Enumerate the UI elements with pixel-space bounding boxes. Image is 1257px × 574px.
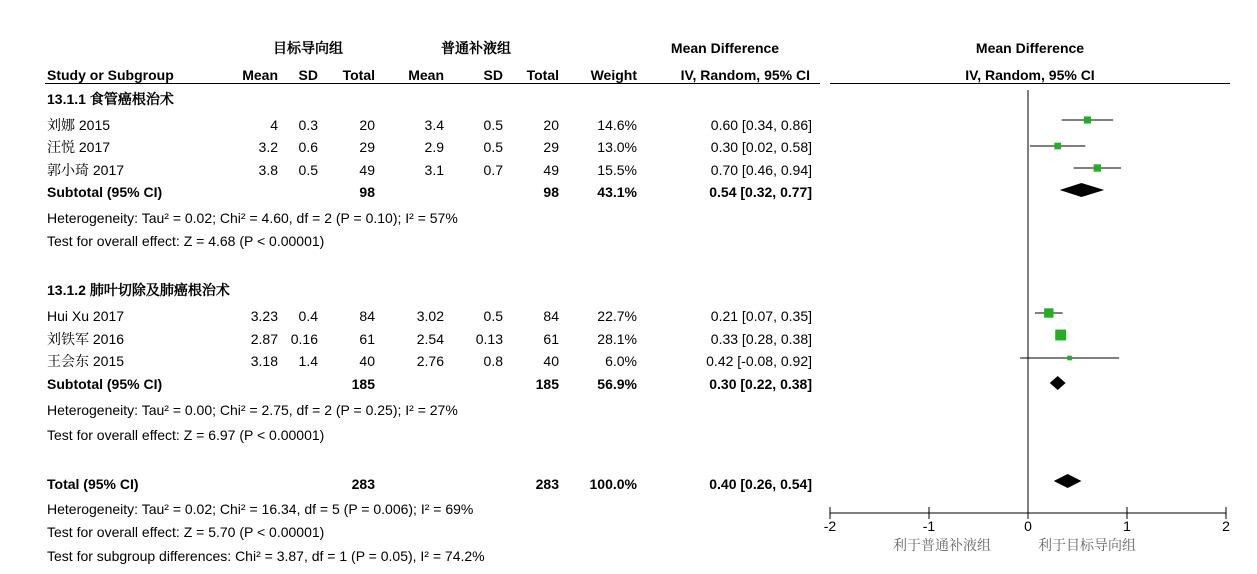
md-subtitle: IV, Random, 95% CI [680,67,810,83]
x-tick-label: 0 [1024,518,1032,534]
study-total2: 40 [543,353,559,369]
subgroup-difference-text: Test for subgroup differences: Chi² = 3.87, df = 1 (P = 0.05), I² = 74.2% [47,548,485,564]
study-name: 王会东 2015 [47,353,125,369]
col-mean1: Mean [242,67,278,83]
study-sd2: 0.5 [483,117,503,133]
plot-title: Mean Difference [975,40,1085,56]
study-name: 刘娜 2015 [47,117,111,133]
study-name: 汪悦 2017 [47,139,111,155]
study-mean2: 2.54 [416,331,444,347]
study-sd1: 1.4 [298,353,318,369]
study-mean1: 3.2 [258,139,278,155]
study-weight: 22.7% [597,308,637,324]
study-marker [1084,116,1091,123]
total-ci: 0.40 [0.26, 0.54] [709,476,812,492]
pooled-diamond [1054,474,1082,488]
favours-right-label: 利于目标导向组 [1038,537,1136,553]
study-ci: 0.21 [0.07, 0.35] [710,308,812,324]
study-marker [1044,308,1053,317]
study-total2: 29 [543,139,559,155]
study-total1: 84 [359,308,375,324]
study-sd1: 0.4 [298,308,318,324]
study-mean1: 3.18 [250,353,278,369]
subtotal-ci: 0.30 [0.22, 0.38] [709,376,812,392]
study-ci: 0.60 [0.34, 0.86] [710,117,812,133]
study-ci: 0.42 [-0.08, 0.92] [706,353,812,369]
x-tick-label: -1 [922,518,936,534]
total-total1: 283 [351,476,375,492]
study-sd1: 0.6 [298,139,318,155]
subtotal-weight: 43.1% [597,184,637,200]
col-total2: Total [526,67,559,83]
study-sd2: 0.5 [483,308,503,324]
study-mean1: 3.8 [258,162,278,178]
subtotal-weight: 56.9% [597,376,637,392]
x-tick-label: 1 [1123,518,1131,534]
study-total2: 20 [543,117,559,133]
x-tick-label: 2 [1222,518,1230,534]
group-ctl-header: 普通补液组 [441,40,511,56]
study-sd2: 0.13 [475,331,503,347]
md-title: Mean Difference [670,40,780,56]
study-weight: 28.1% [597,331,637,347]
study-total1: 29 [359,139,375,155]
study-weight: 15.5% [597,162,637,178]
study-sd1: 0.5 [298,162,318,178]
study-mean1: 3.23 [250,308,278,324]
study-name: 刘铁军 2016 [47,331,125,347]
group-exp-header: 目标导向组 [273,40,343,56]
study-total1: 20 [359,117,375,133]
study-mean2: 2.76 [416,353,444,369]
overall-effect-text: Test for overall effect: Z = 6.97 (P < 0.00001) [47,427,325,443]
study-ci: 0.33 [0.28, 0.38] [710,331,812,347]
subtotal-total1: 98 [359,184,375,200]
heterogeneity-text: Heterogeneity: Tau² = 0.02; Chi² = 4.60, df = 2 (P = 0.10); I² = 57% [47,210,458,226]
study-ci: 0.30 [0.02, 0.58] [710,139,812,155]
total-heterogeneity-text: Heterogeneity: Tau² = 0.02; Chi² = 16.34, df = 5 (P = 0.006); I² = 69% [47,501,474,517]
study-marker [1055,330,1066,341]
study-sd2: 0.8 [483,353,503,369]
total-label: Total (95% CI) [47,476,139,492]
col-study: Study or Subgroup [47,67,174,83]
study-sd2: 0.7 [483,162,503,178]
study-total1: 61 [359,331,375,347]
total-weight: 100.0% [589,476,637,492]
study-total2: 84 [543,308,559,324]
study-mean2: 2.9 [424,139,444,155]
subgroup-title: 13.1.1 食管癌根治术 [47,91,174,107]
study-sd1: 0.3 [298,117,318,133]
subtotal-label: Subtotal (95% CI) [47,184,163,200]
pooled-diamond [1050,376,1066,390]
study-total1: 40 [359,353,375,369]
study-sd1: 0.16 [290,331,318,347]
study-marker [1054,143,1061,150]
col-sd1: SD [298,67,318,83]
study-weight: 6.0% [605,353,637,369]
col-weight: Weight [590,67,637,83]
study-ci: 0.70 [0.46, 0.94] [710,162,812,178]
pooled-diamond [1060,183,1105,197]
study-weight: 14.6% [597,117,637,133]
favours-left-label: 利于普通补液组 [893,537,991,553]
heterogeneity-text: Heterogeneity: Tau² = 0.00; Chi² = 2.75, df = 2 (P = 0.25); I² = 27% [47,402,458,418]
subtotal-total2: 185 [535,376,559,392]
plot-subtitle: IV, Random, 95% CI [965,67,1095,83]
study-mean1: 4 [270,117,278,133]
total-total2: 283 [535,476,559,492]
study-weight: 13.0% [597,139,637,155]
subtotal-total1: 185 [351,376,375,392]
study-marker [1067,356,1072,361]
subtotal-total2: 98 [543,184,559,200]
subgroup-title: 13.1.2 肺叶切除及肺癌根治术 [47,282,230,298]
col-sd2: SD [483,67,503,83]
col-total1: Total [342,67,375,83]
study-name: 郭小琦 2017 [47,162,125,178]
subtotal-ci: 0.54 [0.32, 0.77] [709,184,812,200]
study-mean2: 3.4 [424,117,444,133]
x-tick-label: -2 [823,518,837,534]
subtotal-label: Subtotal (95% CI) [47,376,163,392]
col-mean2: Mean [408,67,444,83]
overall-effect-text: Test for overall effect: Z = 4.68 (P < 0.00001) [47,233,325,249]
total-overall-effect-text: Test for overall effect: Z = 5.70 (P < 0.00001) [47,524,325,540]
study-name: Hui Xu 2017 [47,308,125,324]
study-mean2: 3.1 [424,162,444,178]
study-total2: 49 [543,162,559,178]
study-mean2: 3.02 [416,308,444,324]
study-total2: 61 [543,331,559,347]
study-mean1: 2.87 [250,331,278,347]
study-marker [1094,164,1101,171]
study-total1: 49 [359,162,375,178]
study-sd2: 0.5 [483,139,503,155]
